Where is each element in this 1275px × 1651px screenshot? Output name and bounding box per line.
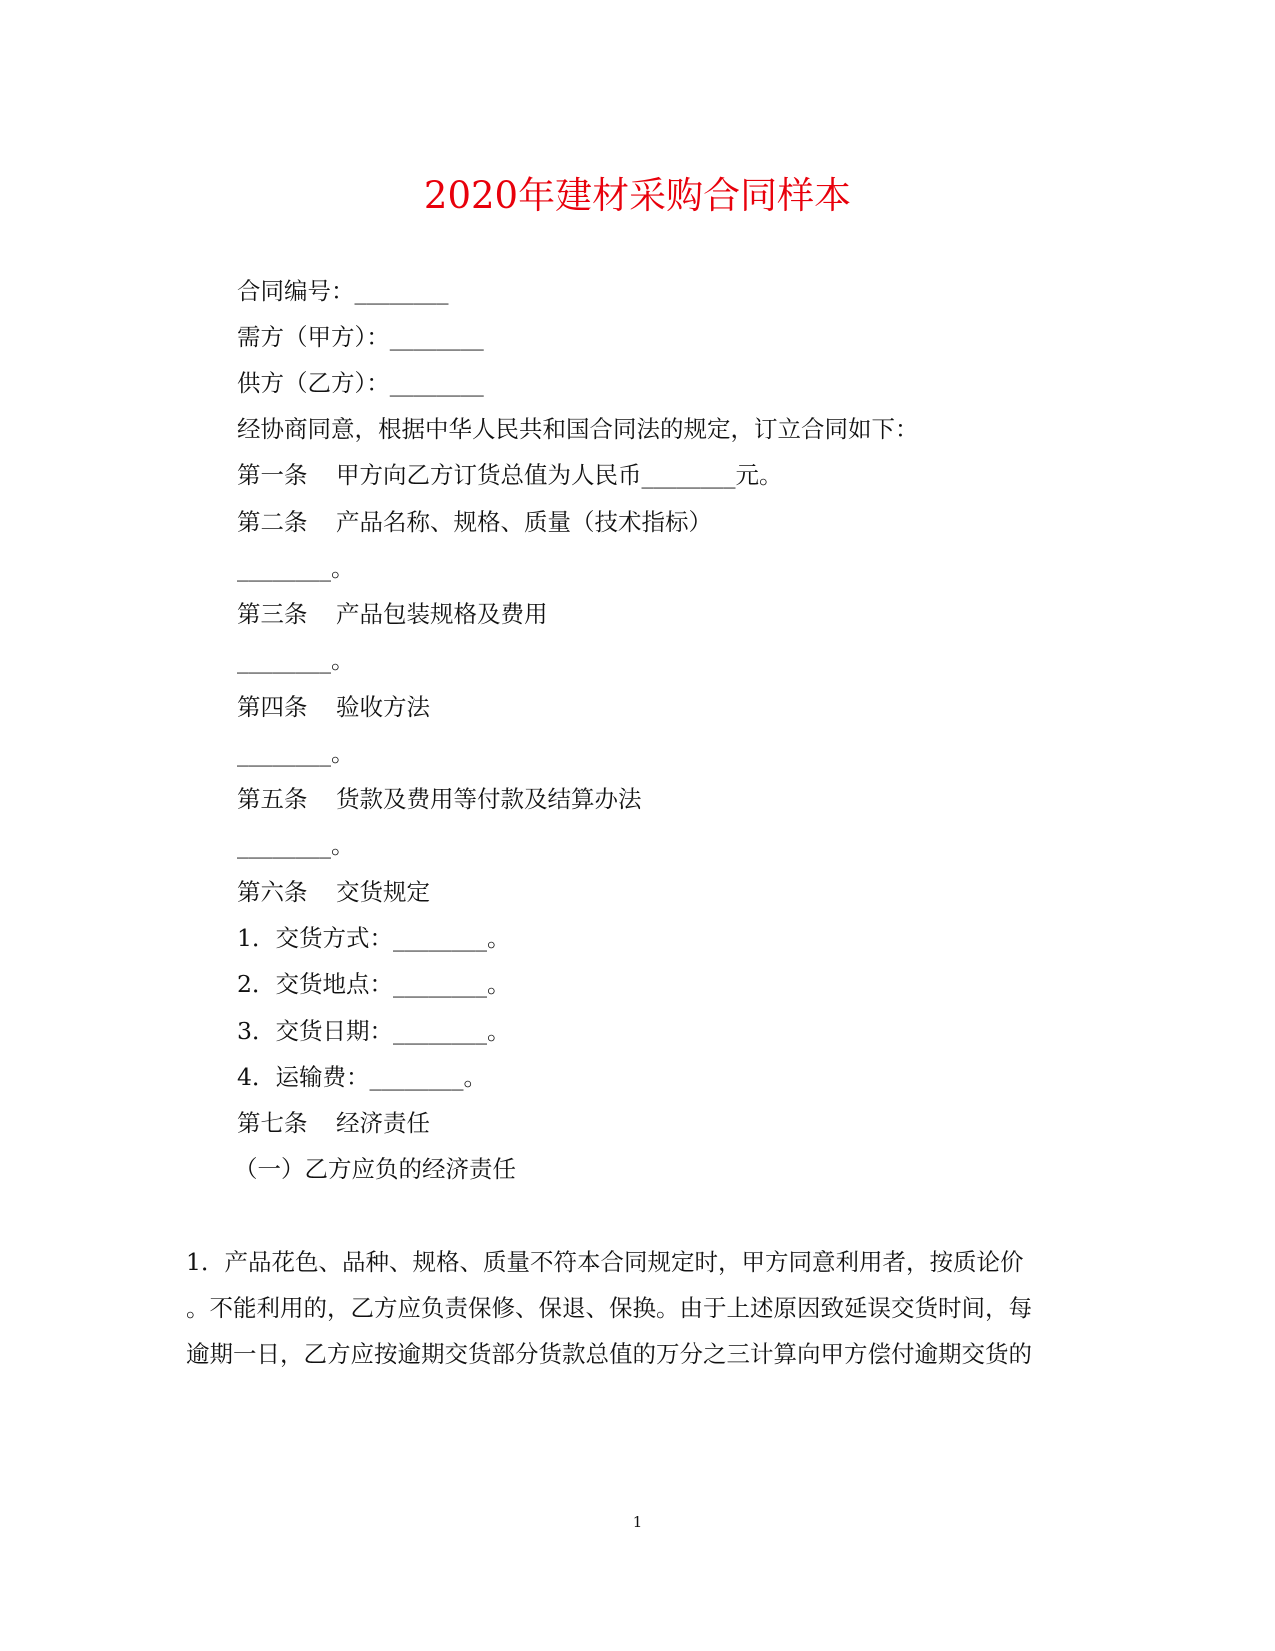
clause-4 xyxy=(237,691,430,723)
clause-7-subheading: （一）乙方应负的经济责任 xyxy=(234,1155,516,1183)
clause-6-text: 交货规定 xyxy=(336,878,430,906)
clause-1-label: 第一条 xyxy=(237,461,308,489)
page-number: 1 xyxy=(632,1513,643,1531)
clause-4-text: 验收方法 xyxy=(336,693,430,721)
clause-1 xyxy=(237,459,783,491)
transport-fee-item: 4．运输费：________。 xyxy=(237,1063,487,1091)
delivery-date-item: 3．交货日期：________。 xyxy=(237,1017,511,1045)
delivery-location-item: 2．交货地点：________。 xyxy=(237,970,511,998)
clause-1-text: 甲方向乙方订货总值为人民币________元。 xyxy=(336,461,783,489)
clause-6 xyxy=(237,876,430,908)
clause-2 xyxy=(237,506,712,538)
paragraph-line: 逾期一日，乙方应按逾期交货部分货款总值的万分之三计算向甲方偿付逾期交货的 xyxy=(186,1340,1032,1368)
clause-7-text: 经济责任 xyxy=(336,1109,430,1137)
clause-3-text: 产品包装规格及费用 xyxy=(336,600,548,628)
paragraph-line: 。不能利用的，乙方应负责保修、保退、保换。由于上述原因致延误交货时间，每 xyxy=(186,1294,1032,1322)
clause-3-blank: ________。 xyxy=(237,646,355,674)
paragraph-line: 1．产品花色、品种、规格、质量不符本合同规定时，甲方同意利用者，按质论价 xyxy=(186,1248,1024,1276)
clause-5-label: 第五条 xyxy=(237,785,308,813)
clause-5 xyxy=(237,783,642,815)
clause-2-blank: ________。 xyxy=(237,554,355,582)
clause-2-text: 产品名称、规格、质量（技术指标） xyxy=(336,508,712,536)
clause-3-label: 第三条 xyxy=(237,600,308,628)
clause-6-label: 第六条 xyxy=(237,878,308,906)
clause-5-blank: ________。 xyxy=(237,831,355,859)
supplier-field: 供方（乙方）：________ xyxy=(237,369,484,397)
clause-7 xyxy=(237,1107,430,1139)
clause-4-label: 第四条 xyxy=(237,693,308,721)
clause-5-text: 货款及费用等付款及结算办法 xyxy=(336,785,642,813)
contract-number-field: 合同编号：________ xyxy=(237,277,449,305)
clause-7-label: 第七条 xyxy=(237,1109,308,1137)
delivery-method-item: 1．交货方式：________。 xyxy=(237,924,511,952)
clause-4-blank: ________。 xyxy=(237,739,355,767)
clause-2-label: 第二条 xyxy=(237,508,308,536)
intro-text: 经协商同意，根据中华人民共和国合同法的规定，订立合同如下： xyxy=(237,415,919,443)
document-title: 2020年建材采购合同样本 xyxy=(423,174,852,217)
buyer-field: 需方（甲方）：________ xyxy=(237,323,484,351)
clause-3 xyxy=(237,598,548,630)
